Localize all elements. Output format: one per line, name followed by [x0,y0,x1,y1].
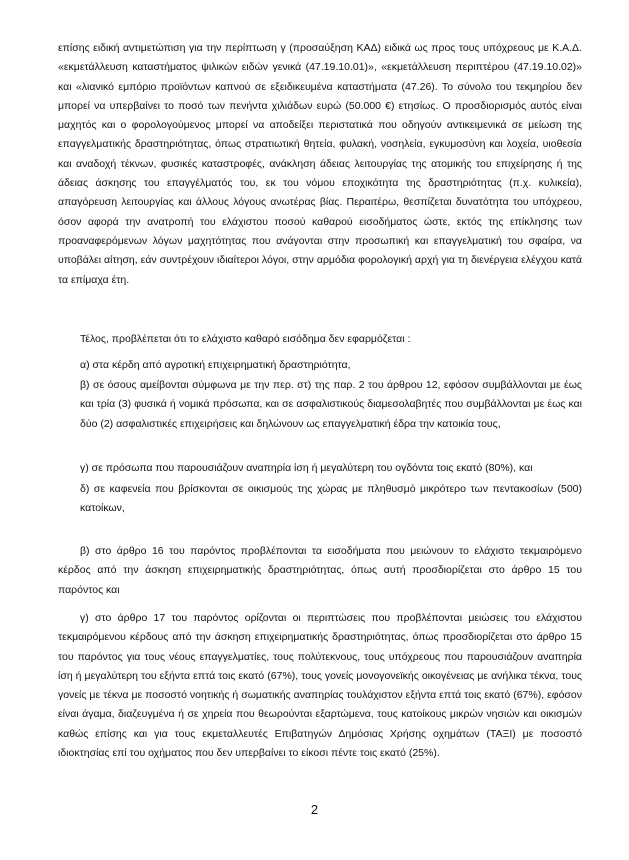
exception-item-b: β) σε όσους αμείβονται σύμφωνα με την περ. στ) της παρ. 2 του άρθρου 12, εφόσον συμβάλλονται με έως και τρία (3) φυσικά ή νομικά πρόσωπα, και σε ασφαλιστικούς διαμεσολαβητές που συμβάλλονται με έως και δύο (2) ασφαλιστικές επιχειρήσεις και δηλώνουν ως επαγγελματική έδρα την κατοικία τους, [80,379,582,430]
exception-item-d: δ) σε καφενεία που βρίσκονται σε οικισμούς της χώρας με πληθυσμό μικρότερο των πεντακοσίων (500) κατοίκων, [80,483,582,515]
body-paragraph-intro: επίσης ειδική αντιμετώπιση για την περίπτωση γ (προσαύξηση ΚΑΔ) ειδικά ως προς τους υπόχρεους με Κ.Α.Δ. «εκμετάλλευση καταστήματος ψιλικών ειδών γενικά (47.19.10.01)», «εκμετάλλευση περιπτέρου (47.19.10.02)» και «λιανικό εμπόριο προϊόντων καπνού σε εξειδικευμένα καταστήματα (47.26). Το σύνολο του τεκμηρίου δεν μπορεί να υπερβαίνει το ποσό των πενήντα χιλιάδων ευρώ (50.000 €) ετησίως. Ο προσδιορισμός αυτός είναι μαχητός και ο φορολογούμενος μπορεί να αποδείξει περιστατικά που οδηγούν αντικειμενικά σε μείωση της επαγγελματικής δραστηριότητας, όπως στρατιωτική θητεία, φυλακή, νοσηλεία, εγκυμοσύνη και λοχεία, υιοθεσία και αναδοχή τέκνων, φυσικές καταστροφές, ανάκληση άδειας λειτουργίας της ατομικής του επιχείρησης ή της άδειας άσκησης του επαγγέλματός του, εκ του νόμου εποχικότητα της δραστηριότητας (π.χ. κυλικεία), απαγόρευση λειτουργίας και άλλους λόγους ανωτέρας βίας. Περαιτέρω, θεσπίζεται δυνατότητα του υπόχρεου, όσον αφορά την ανατροπή του ελάχιστου ποσού καθαρού εισοδήματος ώστε, εκτός της επίκλησης των προαναφερόμενων λόγων μαχητότητας που ανάγονται στην προσωπική και επαγγελματική του σφαίρα, να υποβάλει αίτηση, εάν συντρέχουν ιδιαίτεροι λόγοι, στην αρμόδια φορολογική αρχή για τη διενέργεια ελέγχου κατά τα επίμαχα έτη. [58,42,582,286]
exception-item-c: γ) σε πρόσωπα που παρουσιάζουν αναπηρία ίση ή μεγαλύτερη του ογδόντα τοις εκατό (80%), και [80,462,533,474]
page-number: 2 [310,802,319,817]
exception-item-a: α) στα κέρδη από αγροτική επιχειρηματική δραστηριότητα, [80,359,351,371]
body-paragraph-gamma: γ) στο άρθρο 17 του παρόντος ορίζονται οι περιπτώσεις που προβλέπονται μειώσεις του ελάχιστου τεκμαιρόμενου κέρδους από την άσκηση επιχειρηματικής δραστηριότητας, όπως προσδιορίζεται στο άρθρο 15 του παρόντος για τους νέους επαγγελματίες, τους πολύτεκνους, τους υπόχρεους που παρουσιάζουν αναπηρία ίση ή μεγαλύτερη του εξήντα επτά τοις εκατό (67%), τους γονείς μονογονεϊκής οικογένειας με ανήλικα τέκνα, τους γονείς με τέκνα με ποσοστό νοητικής ή σωματικής αναπηρίας τουλάχιστον εξήντα επτά τοις εκατό (67%), εφόσον είναι άγαμα, διαζευγμένα ή σε χηρεία που θεωρούνται εξαρτώμενα, τους κατοίκους μικρών νησιών και οικισμών καθώς επίσης και για τους εκμεταλλευτές Επιβατηγών Δημόσιας Χρήσης οχημάτων (ΤΑΞΙ) με ποσοστό ιδιοκτησίας επί του οχήματος που δεν υπερβαίνει το είκοσι πέντε τοις εκατό (25%). [58,612,582,760]
body-paragraph-beta: β) στο άρθρο 16 του παρόντος προβλέπονται τα εισοδήματα που μειώνουν το ελάχιστο τεκμαιρόμενο κέρδος από την άσκηση επιχειρηματικής δραστηριότητας, όπως αυτή προσδιορίζεται στο άρθρο 15 του παρόντος και [58,545,582,596]
exceptions-intro-paragraph: Τέλος, προβλέπεται ότι το ελάχιστο καθαρό εισόδημα δεν εφαρμόζεται : [80,333,411,345]
